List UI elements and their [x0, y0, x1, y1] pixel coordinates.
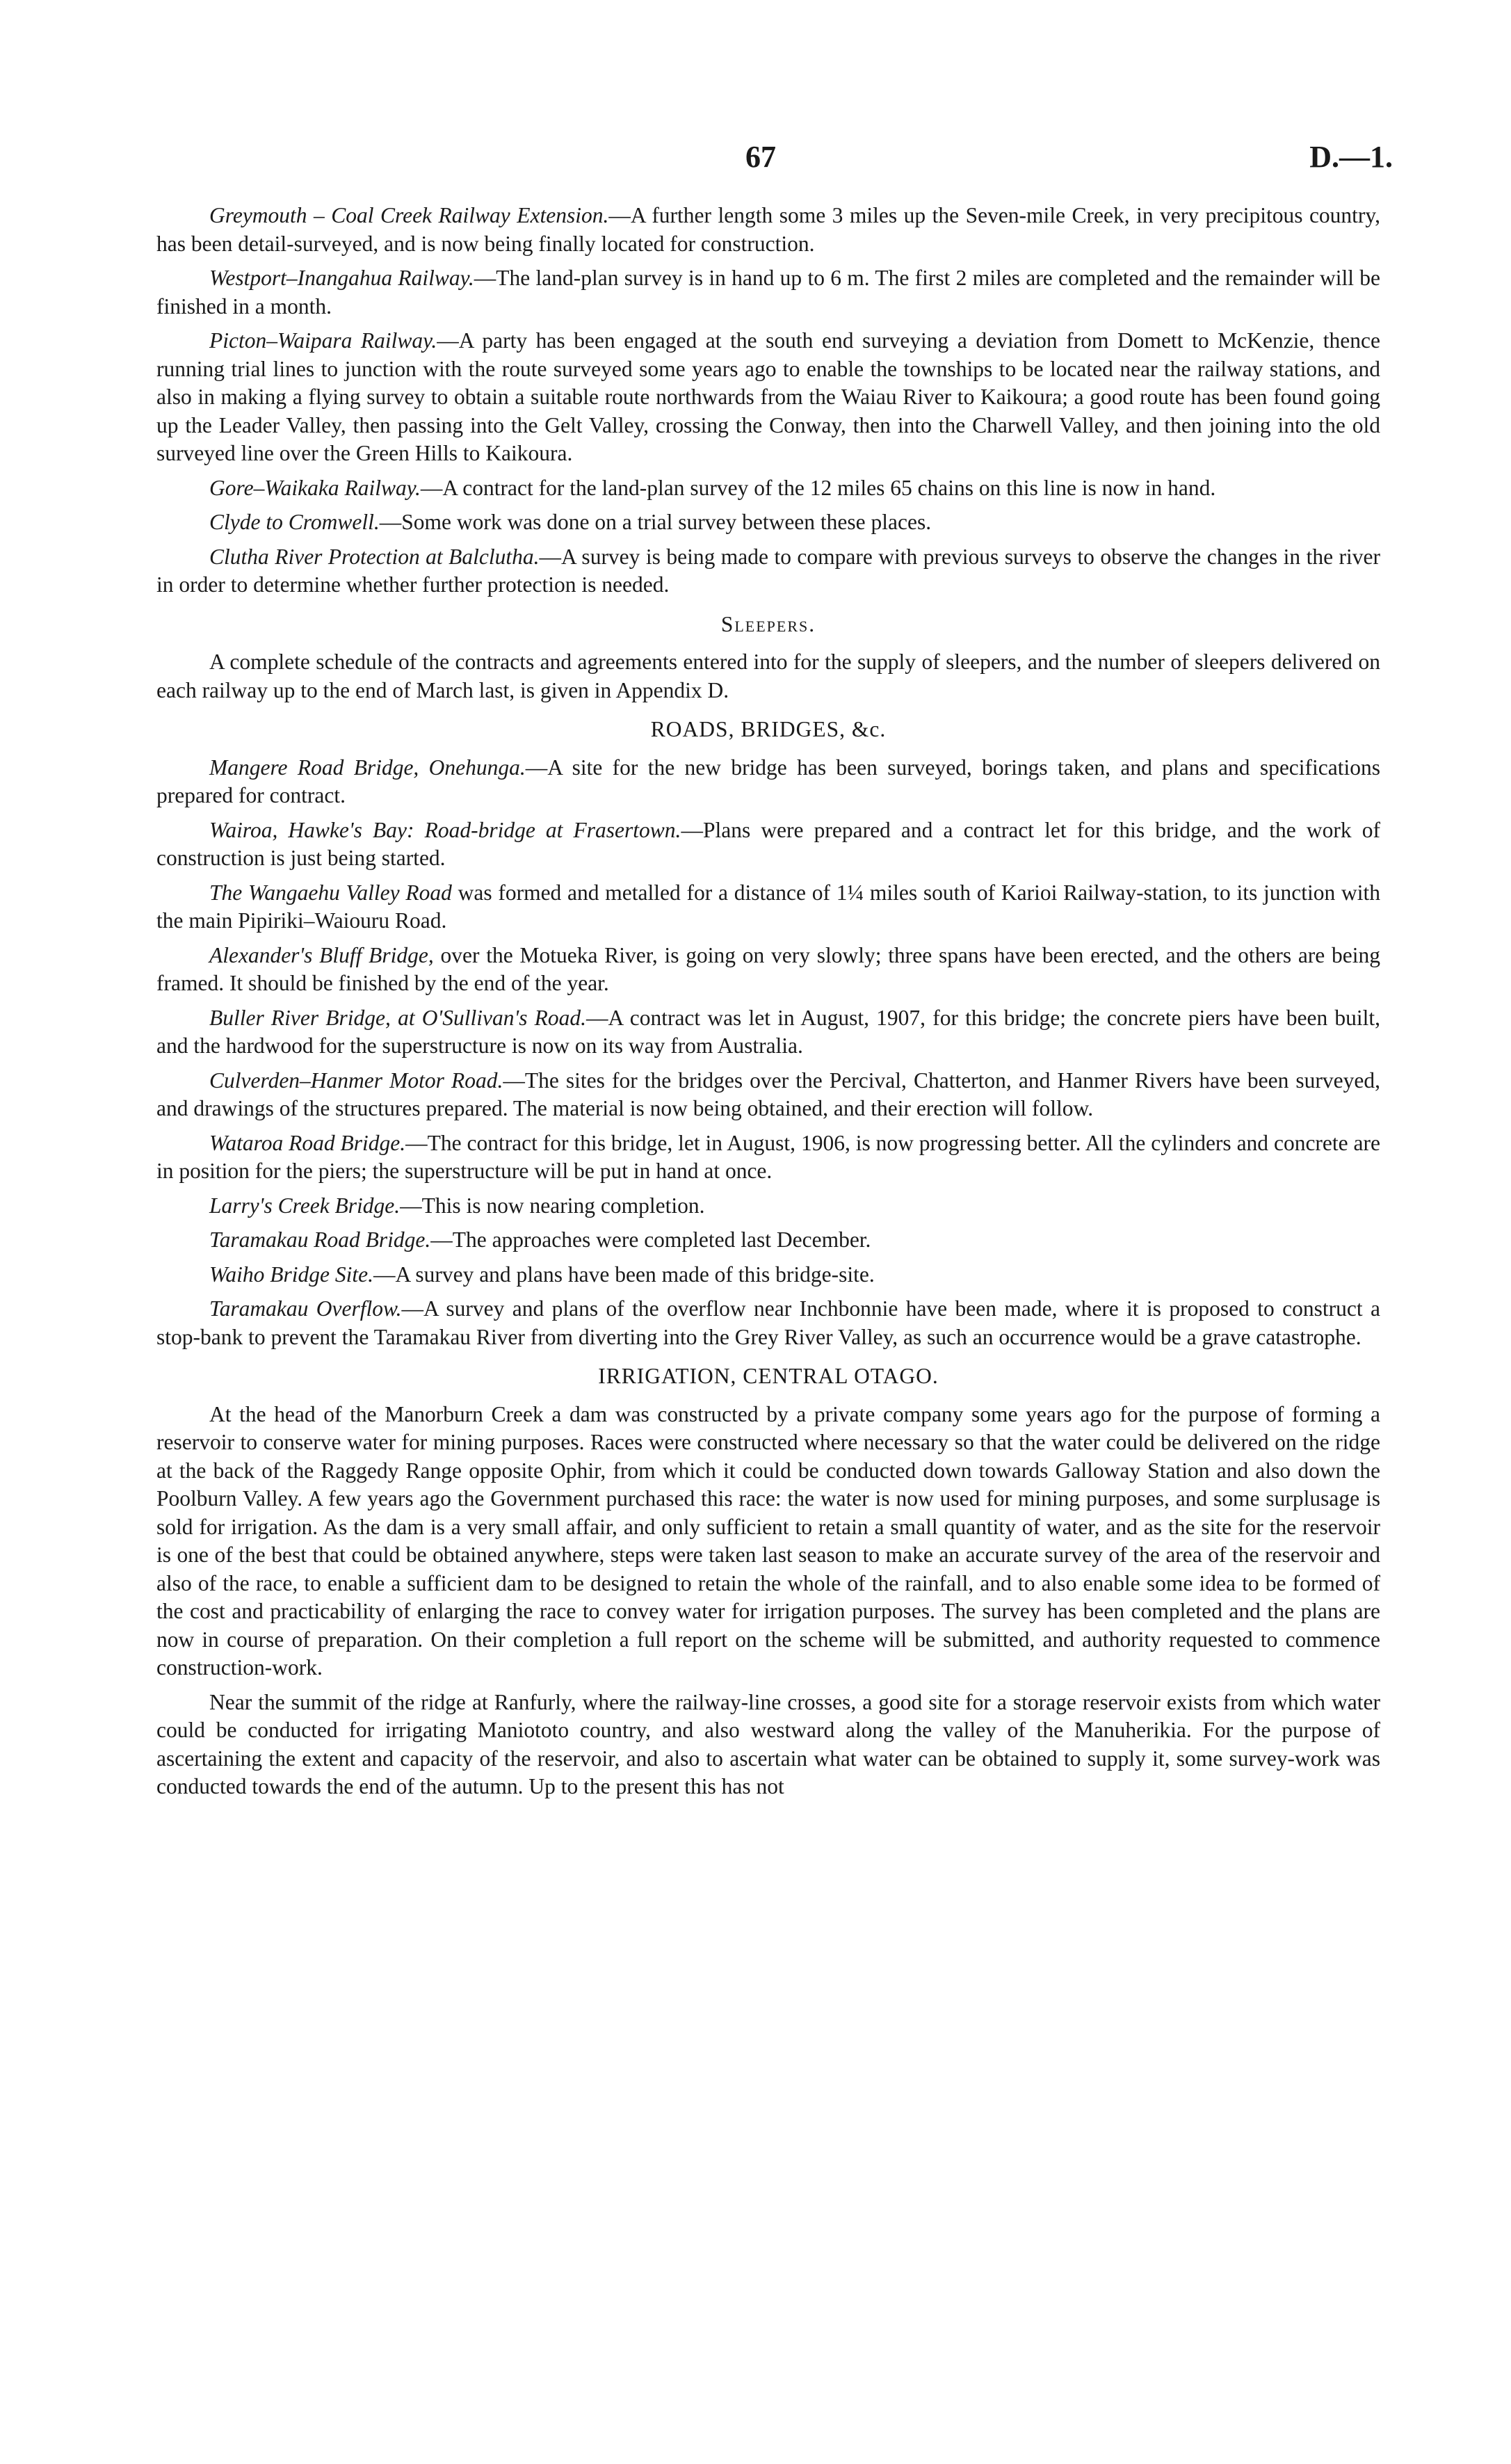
paragraph-lead: Wairoa, Hawke's Bay: Road-bridge at Frasertown. [209, 817, 681, 842]
paragraph-text: —A survey and plans have been made of this bridge-site. [373, 1262, 875, 1287]
paragraph-text: —A contract for the land-plan survey of the 12 miles 65 chains on this line is now in hand. [420, 475, 1216, 500]
irrigation-section [156, 1362, 1380, 1801]
paragraph-manorburn: At the head of the Manorburn Creek a dam was constructed by a private company some years ago for the purpose of forming a reservoir to conserve water for mining purposes. Races were constructed where necessary so that the water could be delivered on the ridge at the back of the Raggedy Range opposite Ophir, from which it could be conducted down towards Galloway Station and also down the Poolburn Valley. A few years ago the Government purchased this race: the water is now used for mining purposes, and some surplusage is sold for irrigation. As the dam is a very small affair, and only sufficient to retain a small quantity of water, and as the site for the reservoir is one of the best that could be obtained anywhere, steps were taken last season to make an accurate survey of the area of the reservoir and also of the race, to enable a sufficient dam to be designed to retain the whole of the rainfall, and to also enable some idea to be formed of the cost and practicability of enlarging the race to convey water for irrigation purposes. The survey has been completed and the plans are now in course of preparation. On their completion a full report on the scheme will be submitted, and authority requested to commence construction-work. [156, 1401, 1380, 1680]
paragraph-clyde [156, 508, 1380, 537]
page-body [156, 202, 1380, 1807]
paragraph-lead: Waiho Bridge Site. [209, 1262, 373, 1287]
document-reference: D.—1. [1309, 140, 1393, 174]
irrigation-heading: IRRIGATION, CENTRAL OTAGO. [598, 1364, 939, 1388]
paragraph-text: —A site for the new bridge has been surveyed, borings taken, and plans and specifications prepared for contract. [156, 755, 1381, 807]
paragraph-lead: The Wangaehu Valley Road [209, 880, 452, 905]
page-number: 67 [745, 140, 776, 174]
paragraph-text: —A further length some 3 miles up the Seven-mile Creek, in very precipitous country, has been detail-surveyed, and is now being finally located for construction. [156, 203, 1380, 256]
paragraph-larrys-creek [156, 1192, 1380, 1221]
paragraph-lead: Clyde to Cromwell. [209, 510, 380, 534]
paragraph-text: —The land-plan survey is in hand up to 6 m. The first 2 miles are completed and the remainder will be finished in a month. [156, 266, 1380, 319]
paragraph-lead: Mangere Road Bridge, Onehunga. [209, 755, 526, 780]
paragraph-gore [156, 474, 1380, 503]
paragraph-text: —The sites for the bridges over the Percival, Chatterton, and Hanmer Rivers have been surveyed, and drawings of the structures prepared. The material is now being obtained, and their erection will follow. [156, 1068, 1380, 1120]
paragraph-ranfurly: Near the summit of the ridge at Ranfurly, where the railway-line crosses, a good site for a storage reservoir exists from which water could be conducted for irrigating Maniototo country, and also westward along the valley of the Manuherikia. For the purpose of ascertaining the extent and capacity of the reservoir, and also to ascertain what water can be obtained to supply it, some survey-work was conducted towards the end of the autumn. Up to the present this has not [156, 1689, 1380, 1798]
paragraph-text: —A party has been engaged at the south end surveying a deviation from Domett to McKenzie, thence running trial lines to junction with the route surveyed some years ago to enable the townships to be located near the railway stations, and also in making a flying survey to obtain a suitable route northwards from the Waiau River to Kaikoura; a good route has been found going up the Leader Valley, then passing into the Gelt Valley, crossing the Conway, then into the Charwell Valley, and then joining into the old surveyed line over the Green Hills to Kaikoura. [156, 328, 1380, 465]
roads-heading: ROADS, BRIDGES, &c. [650, 717, 887, 741]
paragraph-lead: Buller River Bridge, at O'Sullivan's Road. [209, 1005, 587, 1030]
railway-section [156, 202, 1380, 599]
paragraph-text: —A survey is being made to compare with previous surveys to observe the changes in the river in order to determine whether further protection is needed. [156, 544, 1380, 597]
paragraph-mangere [156, 754, 1380, 810]
paragraph-lead: Gore–Waikaka Railway. [209, 475, 421, 500]
paragraph-lead: Larry's Creek Bridge. [209, 1193, 401, 1218]
sleepers-section [156, 611, 1380, 705]
paragraph-text: —A contract was let in August, 1907, for this bridge; the concrete piers have been built, and the hardwood for the superstructure is now on its way from Australia. [156, 1005, 1380, 1058]
sleepers-heading: Sleepers. [720, 611, 816, 636]
page-header [0, 139, 1511, 181]
paragraph-text: —The approaches were completed last December. [430, 1227, 871, 1252]
paragraph-wairoa [156, 816, 1380, 873]
paragraph-lead: Taramakau Road Bridge. [209, 1227, 431, 1252]
paragraph-culverden [156, 1067, 1380, 1123]
roads-section [156, 716, 1380, 1351]
paragraph-lead: Westport–Inangahua Railway. [209, 266, 474, 290]
paragraph-clutha [156, 543, 1380, 599]
paragraph-westport [156, 264, 1380, 321]
paragraph-lead: Greymouth – Coal Creek Railway Extension. [209, 203, 609, 227]
paragraph-text: over the Motueka River, is going on very slowly; three spans have been erected, and the others are being framed. It should be finished by the end of the year. [156, 942, 1381, 995]
paragraph-lead: Picton–Waipara Railway. [209, 328, 437, 353]
paragraph-waiho [156, 1261, 1380, 1289]
paragraph-text: —The contract for this bridge, let in August, 1906, is now progressing better. All the cylinders and concrete are in position for the piers; the superstructure will be put in hand at once. [156, 1130, 1380, 1183]
paragraph-wangaehu [156, 879, 1380, 935]
paragraph-alexanders-bluff [156, 942, 1380, 998]
paragraph-picton [156, 327, 1380, 468]
paragraph-text: was formed and metalled for a distance of 1¼ miles south of Karioi Railway-station, to its junction with the main Pipiriki–Waiouru Road. [156, 880, 1380, 933]
paragraph-wataroa [156, 1129, 1380, 1186]
sleepers-paragraph: A complete schedule of the contracts and agreements entered into for the supply of sleepers, and the number of sleepers delivered on each railway up to the end of March last, is given in Appendix D. [156, 650, 1380, 702]
paragraph-lead: Taramakau Overflow. [209, 1296, 402, 1321]
paragraph-lead: Clutha River Protection at Balclutha. [209, 544, 540, 569]
paragraph-taramakau-road [156, 1226, 1380, 1255]
paragraph-lead: Alexander's Bluff Bridge, [209, 942, 434, 967]
paragraph-greymouth [156, 202, 1380, 258]
paragraph-lead: Culverden–Hanmer Motor Road. [209, 1068, 503, 1093]
paragraph-text: —This is now nearing completion. [400, 1193, 705, 1218]
paragraph-lead: Wataroa Road Bridge. [209, 1130, 406, 1155]
paragraph-buller [156, 1004, 1380, 1061]
paragraph-text: —Some work was done on a trial survey between these places. [379, 510, 932, 534]
paragraph-text: —A survey and plans of the overflow near Inchbonnie have been made, where it is proposed to construct a stop-bank to prevent the Taramakau River from diverting into the Grey River Valley, as such an occurrence would be a grave catastrophe. [156, 1296, 1380, 1349]
paragraph-taramakau-overflow [156, 1295, 1380, 1351]
paragraph-text: —Plans were prepared and a contract let for this bridge, and the work of construction is just being started. [156, 817, 1380, 870]
